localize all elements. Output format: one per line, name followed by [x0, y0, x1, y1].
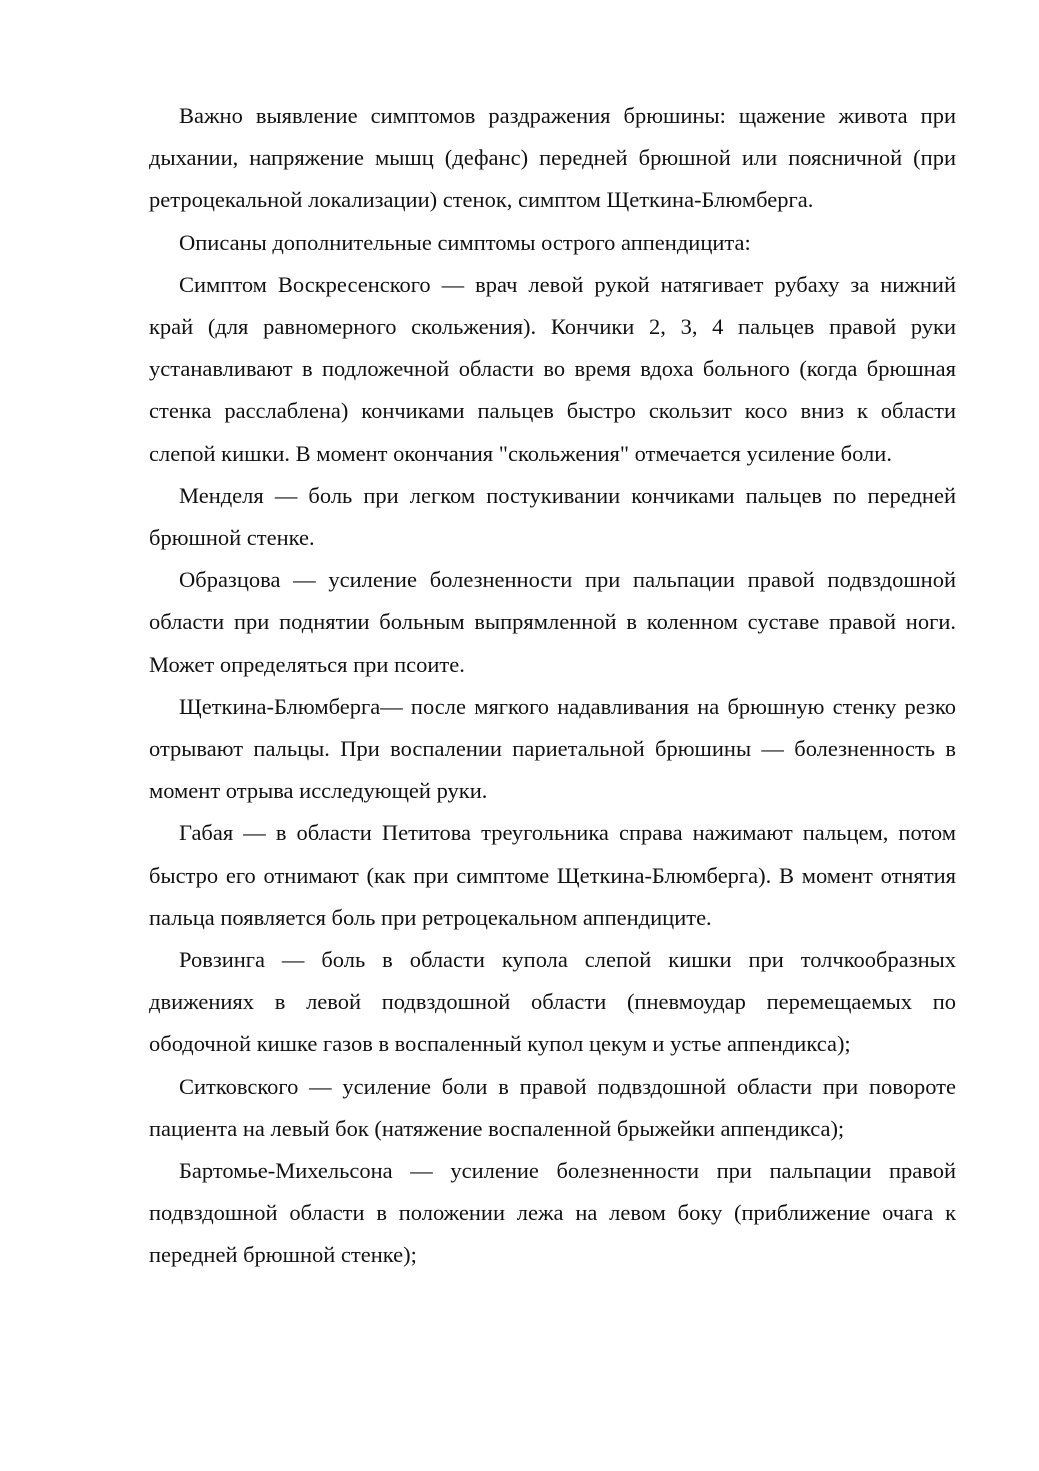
paragraph-bartomier-michelson-sign: Бартомье-Михельсона — усиление болезненности при пальпации правой подвздошной области в положении лежа на левом боку (приближение очага к передней брюшной стенке); — [149, 1158, 956, 1268]
document-page — [149, 95, 956, 1277]
paragraph-rovsing-sign: Ровзинга — боль в области купола слепой кишки при толчкообразных движениях в левой подвздошной области (пневмоудар перемещаемых по ободочной кишке газов в воспаленный купол цекум и устье аппендикса); — [149, 947, 956, 1057]
paragraph-obraztsov-sign: Образцова — усиление болезненности при пальпации правой подвздошной области при поднятии больным выпрямленной в коленном суставе правой ноги. Может определяться при псоите. — [149, 567, 956, 677]
paragraph-voskresensky-sign: Симптом Воскресенского — врач левой рукой натягивает рубаху за нижний край (для равномерного скольжения). Кончики 2, 3, 4 пальцев правой руки устанавливают в подложечной области во время вдоха больного (когда брюшная стенка расслаблена) кончиками пальцев быстро скользит косо вниз к области слепой кишки. В момент окончания "скольжения" отмечается усиление боли. — [149, 271, 956, 466]
paragraph-mendel-sign: Менделя — боль при легком постукивании кончиками пальцев по передней брюшной стенке. — [149, 482, 956, 551]
paragraph-peritoneal-signs: Важно выявление симптомов раздражения брюшины: щажение живота при дыхании, напряжение мышц (дефанс) передней брюшной или поясничной (при ретроцекальной локализации) стенок, симптом Щеткина-Блюмберга. — [149, 103, 956, 213]
paragraph-gabay-sign: Габая — в области Петитова треугольника справа нажимают пальцем, потом быстро его отнимают (как при симптоме Щеткина-Блюмберга). В момент отнятия пальца появляется боль при ретроцекальном аппендиците. — [149, 820, 956, 930]
paragraph-shchetkin-blumberg-sign: Щеткина-Блюмберга— после мягкого надавливания на брюшную стенку резко отрывают пальцы. При воспалении париетальной брюшины — болезненность в момент отрыва исследующей руки. — [149, 693, 956, 804]
paragraph-sitkovsky-sign: Ситковского — усиление боли в правой подвздошной области при повороте пациента на левый бок (натяжение воспаленной брыжейки аппендикса); — [149, 1073, 956, 1141]
paragraph-additional-symptoms-intro: Описаны дополнительные симптомы острого аппендицита: — [179, 229, 751, 255]
